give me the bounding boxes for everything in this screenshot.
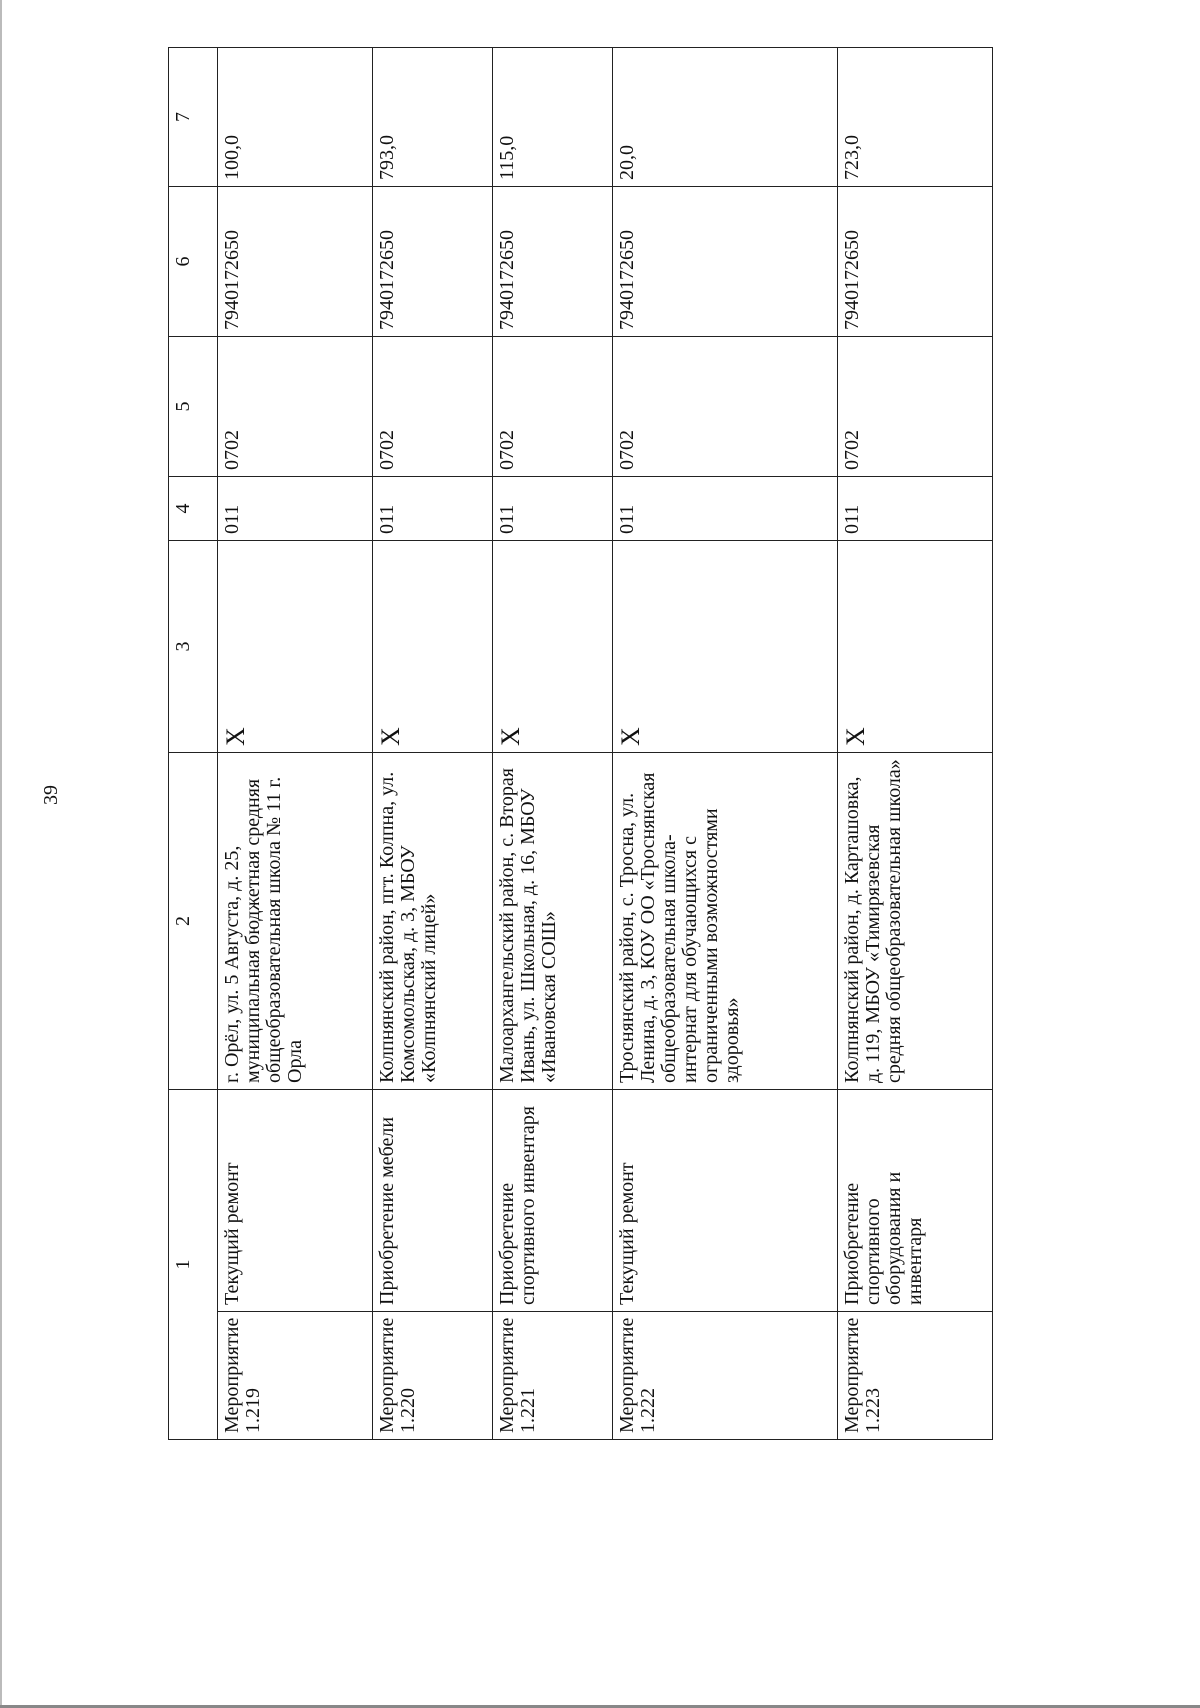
address-cell: Колпнянский район, пгт. Колпна, ул. Комсомольская, д. 3, МБОУ «Колпнянский лицей» xyxy=(373,753,493,1090)
table-row xyxy=(493,48,613,1440)
col6-cell: 7940172650 xyxy=(373,187,493,337)
col4-cell: 011 xyxy=(493,477,613,541)
col3-cell: Х xyxy=(218,541,373,753)
header-cell-6: 6 xyxy=(169,187,218,337)
col7-cell: 20,0 xyxy=(613,48,838,187)
col5-cell: 0702 xyxy=(373,337,493,477)
action-cell: Приобретение спортивного оборудования и инвентаря xyxy=(838,1090,993,1312)
header-cell-4: 4 xyxy=(169,477,218,541)
address-cell: Малоархангельский район, с. Вторая Ивань, ул. Школьная, д. 16, МБОУ «Ивановская СОШ» xyxy=(493,753,613,1090)
col3-cell: Х xyxy=(838,541,993,753)
col4-cell: 011 xyxy=(613,477,838,541)
col7-cell: 793,0 xyxy=(373,48,493,187)
page-number: 39 xyxy=(40,785,62,805)
address-cell: Колпнянский район, д. Карташовка, д. 119, МБОУ «Тимирязевская средняя общеобразовательная школа» xyxy=(838,753,993,1090)
event-id-cell: Мероприятие 1.220 xyxy=(373,1312,493,1440)
col5-cell: 0702 xyxy=(218,337,373,477)
header-cell-2: 2 xyxy=(169,753,218,1090)
event-id-cell: Мероприятие 1.223 xyxy=(838,1312,993,1440)
action-cell: Текущий ремонт xyxy=(218,1090,373,1312)
col4-cell: 011 xyxy=(373,477,493,541)
header-row xyxy=(169,48,218,1440)
event-id-cell: Мероприятие 1.219 xyxy=(218,1312,373,1440)
col7-cell: 115,0 xyxy=(493,48,613,187)
header-cell-7: 7 xyxy=(169,48,218,187)
col7-cell: 723,0 xyxy=(838,48,993,187)
scan-edge xyxy=(0,0,2,1708)
table-row xyxy=(838,48,993,1440)
col6-cell: 7940172650 xyxy=(838,187,993,337)
col3-cell: Х xyxy=(613,541,838,753)
col3-cell: Х xyxy=(493,541,613,753)
event-id-cell: Мероприятие 1.222 xyxy=(613,1312,838,1440)
col5-cell: 0702 xyxy=(838,337,993,477)
budget-table xyxy=(168,47,993,1440)
table-row xyxy=(218,48,373,1440)
action-cell: Приобретение мебели xyxy=(373,1090,493,1312)
address-cell: Троснянский район, с. Тросна, ул. Ленина, д. 3, КОУ ОО «Троснянская общеобразовательная школа-интернат для обучающихся с ограниченными возможностями здоровья» xyxy=(613,753,838,1090)
col4-cell: 011 xyxy=(838,477,993,541)
table-row xyxy=(613,48,838,1440)
col6-cell: 7940172650 xyxy=(613,187,838,337)
event-id-cell: Мероприятие 1.221 xyxy=(493,1312,613,1440)
col7-cell: 100,0 xyxy=(218,48,373,187)
address-cell: г. Орёл, ул. 5 Августа, д. 25, муниципальная бюджетная средняя общеобразовательная школа № 11 г. Орла xyxy=(218,753,373,1090)
action-cell: Приобретение спортивного инвентаря xyxy=(493,1090,613,1312)
col6-cell: 7940172650 xyxy=(218,187,373,337)
table-row xyxy=(373,48,493,1440)
rotated-table-wrapper xyxy=(168,50,993,1440)
col5-cell: 0702 xyxy=(493,337,613,477)
col3-cell: Х xyxy=(373,541,493,753)
action-cell: Текущий ремонт xyxy=(613,1090,838,1312)
header-cell-3: 3 xyxy=(169,541,218,753)
col6-cell: 7940172650 xyxy=(493,187,613,337)
col4-cell: 011 xyxy=(218,477,373,541)
col5-cell: 0702 xyxy=(613,337,838,477)
header-cell-1: 1 xyxy=(169,1090,218,1440)
header-cell-5: 5 xyxy=(169,337,218,477)
